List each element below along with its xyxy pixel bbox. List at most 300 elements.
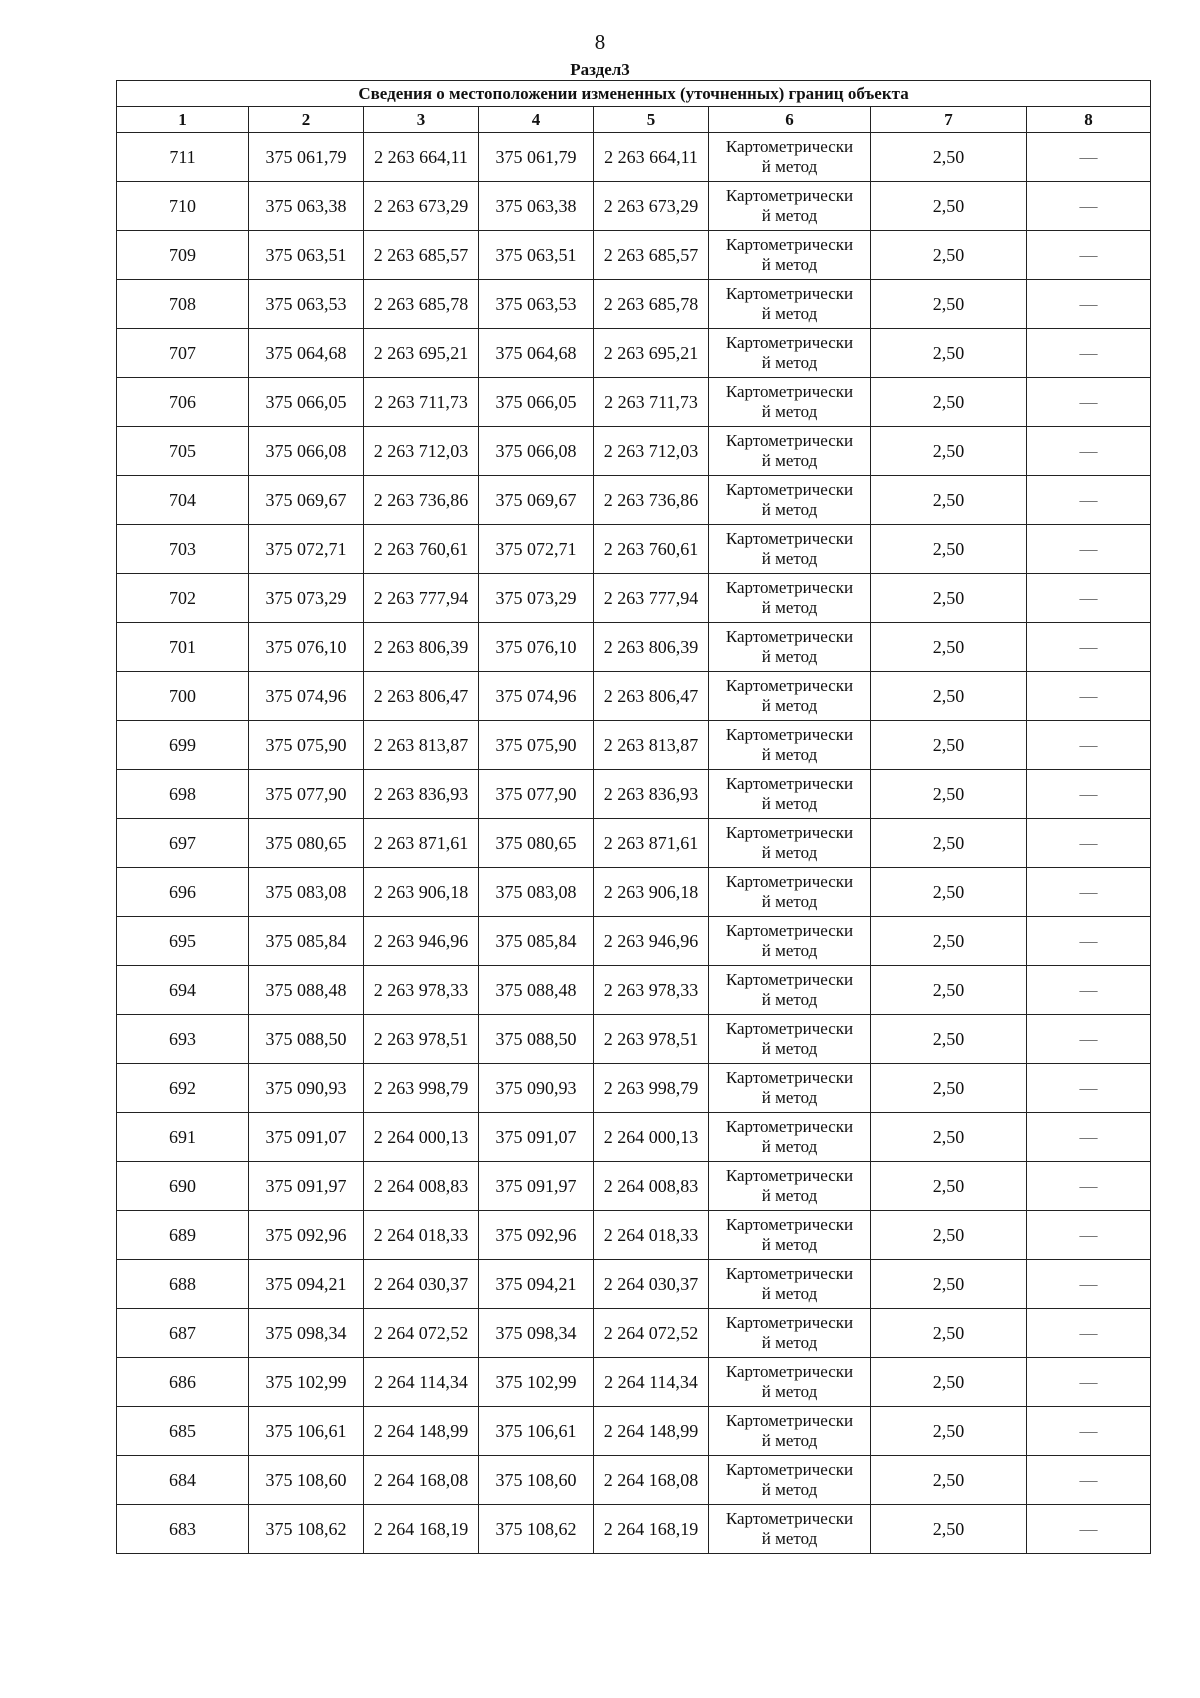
accuracy-cell: 2,50	[871, 1505, 1027, 1554]
method-line-1: Картометрически	[725, 1117, 854, 1136]
method-line-1: Картометрически	[725, 284, 854, 303]
y-new-cell: 2 263 664,11	[594, 133, 709, 182]
column-number-row	[117, 107, 1151, 133]
table-title: Сведения о местоположении измененных (уточненных) границ объекта	[117, 81, 1151, 107]
point-number-cell: 685	[117, 1407, 249, 1456]
accuracy-cell: 2,50	[871, 1064, 1027, 1113]
method-line-1: Картометрически	[725, 1264, 854, 1283]
method-line-2: й метод	[761, 1186, 818, 1205]
y-new-cell: 2 264 148,99	[594, 1407, 709, 1456]
method-line-2: й метод	[761, 941, 818, 960]
x-new-cell: 375 108,62	[479, 1505, 594, 1554]
x-new-cell: 375 069,67	[479, 476, 594, 525]
accuracy-cell: 2,50	[871, 770, 1027, 819]
y-old-cell: 2 263 978,33	[364, 966, 479, 1015]
y-old-cell: 2 264 114,34	[364, 1358, 479, 1407]
accuracy-cell: 2,50	[871, 1309, 1027, 1358]
method-line-1: Картометрически	[725, 823, 854, 842]
point-number-cell: 706	[117, 378, 249, 427]
x-new-cell: 375 063,53	[479, 280, 594, 329]
method-line-1: Картометрически	[725, 235, 854, 254]
method-line-2: й метод	[761, 255, 818, 274]
method-line-2: й метод	[761, 598, 818, 617]
x-old-cell: 375 090,93	[249, 1064, 364, 1113]
point-number-cell: 708	[117, 280, 249, 329]
method-cell	[709, 672, 871, 721]
method-cell	[709, 329, 871, 378]
description-cell: —	[1027, 1162, 1151, 1211]
method-line-2: й метод	[761, 500, 818, 519]
x-old-cell: 375 063,51	[249, 231, 364, 280]
y-old-cell: 2 264 072,52	[364, 1309, 479, 1358]
y-new-cell: 2 263 760,61	[594, 525, 709, 574]
method-line-2: й метод	[761, 304, 818, 323]
x-new-cell: 375 083,08	[479, 868, 594, 917]
table-row	[117, 525, 1151, 574]
y-new-cell: 2 263 836,93	[594, 770, 709, 819]
method-line-1: Картометрически	[725, 1411, 854, 1430]
accuracy-cell: 2,50	[871, 476, 1027, 525]
page-number: 8	[594, 30, 606, 54]
y-new-cell: 2 263 946,96	[594, 917, 709, 966]
method-line-1: Картометрически	[725, 480, 854, 499]
y-new-cell: 2 264 008,83	[594, 1162, 709, 1211]
x-old-cell: 375 088,50	[249, 1015, 364, 1064]
point-number-cell: 687	[117, 1309, 249, 1358]
x-old-cell: 375 069,67	[249, 476, 364, 525]
table-row	[117, 1407, 1151, 1456]
y-new-cell: 2 263 673,29	[594, 182, 709, 231]
point-number-cell: 694	[117, 966, 249, 1015]
x-old-cell: 375 088,48	[249, 966, 364, 1015]
method-line-1: Картометрически	[725, 1313, 854, 1332]
x-old-cell: 375 108,62	[249, 1505, 364, 1554]
method-line-2: й метод	[761, 1382, 818, 1401]
table-row	[117, 1064, 1151, 1113]
point-number-cell: 696	[117, 868, 249, 917]
table-row	[117, 721, 1151, 770]
x-new-cell: 375 106,61	[479, 1407, 594, 1456]
y-old-cell: 2 263 673,29	[364, 182, 479, 231]
x-old-cell: 375 075,90	[249, 721, 364, 770]
x-new-cell: 375 061,79	[479, 133, 594, 182]
method-line-1: Картометрически	[725, 382, 854, 401]
point-number-cell: 697	[117, 819, 249, 868]
y-new-cell: 2 264 114,34	[594, 1358, 709, 1407]
method-cell	[709, 427, 871, 476]
method-cell	[709, 721, 871, 770]
x-new-cell: 375 102,99	[479, 1358, 594, 1407]
method-cell	[709, 1064, 871, 1113]
table-body	[117, 133, 1151, 1554]
x-old-cell: 375 091,07	[249, 1113, 364, 1162]
method-line-2: й метод	[761, 1333, 818, 1352]
method-line-1: Картометрически	[725, 872, 854, 891]
point-number-cell: 707	[117, 329, 249, 378]
table-row	[117, 1113, 1151, 1162]
accuracy-cell: 2,50	[871, 721, 1027, 770]
table-row	[117, 1358, 1151, 1407]
table-row	[117, 1505, 1151, 1554]
y-new-cell: 2 263 695,21	[594, 329, 709, 378]
method-cell	[709, 574, 871, 623]
method-cell	[709, 182, 871, 231]
y-new-cell: 2 264 168,19	[594, 1505, 709, 1554]
point-number-cell: 689	[117, 1211, 249, 1260]
accuracy-cell: 2,50	[871, 182, 1027, 231]
point-number-cell: 684	[117, 1456, 249, 1505]
table-row	[117, 1211, 1151, 1260]
x-new-cell: 375 075,90	[479, 721, 594, 770]
method-line-1: Картометрически	[725, 431, 854, 450]
y-new-cell: 2 263 685,78	[594, 280, 709, 329]
description-cell: —	[1027, 525, 1151, 574]
accuracy-cell: 2,50	[871, 623, 1027, 672]
table-row	[117, 770, 1151, 819]
description-cell: —	[1027, 868, 1151, 917]
y-new-cell: 2 263 806,39	[594, 623, 709, 672]
description-cell: —	[1027, 1309, 1151, 1358]
x-new-cell: 375 072,71	[479, 525, 594, 574]
description-cell: —	[1027, 917, 1151, 966]
method-line-2: й метод	[761, 402, 818, 421]
y-new-cell: 2 263 906,18	[594, 868, 709, 917]
x-old-cell: 375 098,34	[249, 1309, 364, 1358]
accuracy-cell: 2,50	[871, 1113, 1027, 1162]
method-cell	[709, 476, 871, 525]
section-title: Раздел3	[570, 60, 630, 79]
point-number-cell: 693	[117, 1015, 249, 1064]
table-row	[117, 476, 1151, 525]
y-old-cell: 2 263 813,87	[364, 721, 479, 770]
y-new-cell: 2 263 685,57	[594, 231, 709, 280]
method-line-1: Картометрически	[725, 1460, 854, 1479]
method-cell	[709, 1456, 871, 1505]
x-old-cell: 375 080,65	[249, 819, 364, 868]
method-line-2: й метод	[761, 745, 818, 764]
x-new-cell: 375 091,97	[479, 1162, 594, 1211]
x-old-cell: 375 108,60	[249, 1456, 364, 1505]
table-row	[117, 231, 1151, 280]
method-cell	[709, 1407, 871, 1456]
method-line-1: Картометрически	[725, 1215, 854, 1234]
y-old-cell: 2 263 685,57	[364, 231, 479, 280]
table-row	[117, 1456, 1151, 1505]
x-old-cell: 375 063,38	[249, 182, 364, 231]
column-number: 6	[709, 107, 871, 133]
method-cell	[709, 133, 871, 182]
description-cell: —	[1027, 819, 1151, 868]
method-line-2: й метод	[761, 647, 818, 666]
y-new-cell: 2 263 712,03	[594, 427, 709, 476]
accuracy-cell: 2,50	[871, 1358, 1027, 1407]
x-old-cell: 375 074,96	[249, 672, 364, 721]
method-cell	[709, 1162, 871, 1211]
point-number-cell: 705	[117, 427, 249, 476]
accuracy-cell: 2,50	[871, 1260, 1027, 1309]
point-number-cell: 695	[117, 917, 249, 966]
description-cell: —	[1027, 182, 1151, 231]
column-number: 8	[1027, 107, 1151, 133]
y-new-cell: 2 263 998,79	[594, 1064, 709, 1113]
method-cell	[709, 917, 871, 966]
x-old-cell: 375 066,05	[249, 378, 364, 427]
table-row	[117, 819, 1151, 868]
x-new-cell: 375 092,96	[479, 1211, 594, 1260]
point-number-cell: 683	[117, 1505, 249, 1554]
description-cell: —	[1027, 231, 1151, 280]
description-cell: —	[1027, 574, 1151, 623]
x-new-cell: 375 076,10	[479, 623, 594, 672]
table-row	[117, 280, 1151, 329]
y-old-cell: 2 264 008,83	[364, 1162, 479, 1211]
x-old-cell: 375 064,68	[249, 329, 364, 378]
description-cell: —	[1027, 721, 1151, 770]
y-new-cell: 2 263 813,87	[594, 721, 709, 770]
column-number: 3	[364, 107, 479, 133]
accuracy-cell: 2,50	[871, 1015, 1027, 1064]
method-line-2: й метод	[761, 353, 818, 372]
method-line-1: Картометрически	[725, 725, 854, 744]
description-cell: —	[1027, 427, 1151, 476]
y-old-cell: 2 264 030,37	[364, 1260, 479, 1309]
table-row	[117, 378, 1151, 427]
accuracy-cell: 2,50	[871, 525, 1027, 574]
y-old-cell: 2 264 168,19	[364, 1505, 479, 1554]
x-new-cell: 375 066,05	[479, 378, 594, 427]
x-old-cell: 375 073,29	[249, 574, 364, 623]
method-cell	[709, 1358, 871, 1407]
table-row	[117, 1162, 1151, 1211]
x-new-cell: 375 063,38	[479, 182, 594, 231]
y-old-cell: 2 263 946,96	[364, 917, 479, 966]
y-new-cell: 2 264 018,33	[594, 1211, 709, 1260]
accuracy-cell: 2,50	[871, 1407, 1027, 1456]
description-cell: —	[1027, 476, 1151, 525]
x-new-cell: 375 091,07	[479, 1113, 594, 1162]
y-old-cell: 2 264 000,13	[364, 1113, 479, 1162]
method-cell	[709, 525, 871, 574]
x-old-cell: 375 061,79	[249, 133, 364, 182]
y-old-cell: 2 263 760,61	[364, 525, 479, 574]
method-line-1: Картометрически	[725, 627, 854, 646]
method-line-1: Картометрически	[725, 676, 854, 695]
y-old-cell: 2 263 685,78	[364, 280, 479, 329]
table-row	[117, 133, 1151, 182]
method-line-2: й метод	[761, 1529, 818, 1548]
x-new-cell: 375 074,96	[479, 672, 594, 721]
y-old-cell: 2 263 806,47	[364, 672, 479, 721]
point-number-cell: 704	[117, 476, 249, 525]
y-old-cell: 2 263 777,94	[364, 574, 479, 623]
method-cell	[709, 1309, 871, 1358]
description-cell: —	[1027, 672, 1151, 721]
x-new-cell: 375 063,51	[479, 231, 594, 280]
method-line-1: Картометрически	[725, 970, 854, 989]
method-line-2: й метод	[761, 1039, 818, 1058]
y-new-cell: 2 263 978,51	[594, 1015, 709, 1064]
description-cell: —	[1027, 1113, 1151, 1162]
method-line-1: Картометрически	[725, 529, 854, 548]
x-new-cell: 375 094,21	[479, 1260, 594, 1309]
x-new-cell: 375 108,60	[479, 1456, 594, 1505]
y-old-cell: 2 263 978,51	[364, 1015, 479, 1064]
method-line-2: й метод	[761, 549, 818, 568]
accuracy-cell: 2,50	[871, 966, 1027, 1015]
method-cell	[709, 280, 871, 329]
description-cell: —	[1027, 280, 1151, 329]
point-number-cell: 691	[117, 1113, 249, 1162]
method-line-2: й метод	[761, 1235, 818, 1254]
accuracy-cell: 2,50	[871, 868, 1027, 917]
y-new-cell: 2 263 736,86	[594, 476, 709, 525]
y-old-cell: 2 264 148,99	[364, 1407, 479, 1456]
y-old-cell: 2 263 712,03	[364, 427, 479, 476]
method-cell	[709, 966, 871, 1015]
y-old-cell: 2 263 695,21	[364, 329, 479, 378]
description-cell: —	[1027, 1064, 1151, 1113]
x-old-cell: 375 072,71	[249, 525, 364, 574]
column-number: 1	[117, 107, 249, 133]
method-line-2: й метод	[761, 1480, 818, 1499]
description-cell: —	[1027, 1260, 1151, 1309]
accuracy-cell: 2,50	[871, 1162, 1027, 1211]
y-old-cell: 2 263 711,73	[364, 378, 479, 427]
method-cell	[709, 1113, 871, 1162]
method-line-2: й метод	[761, 794, 818, 813]
point-number-cell: 690	[117, 1162, 249, 1211]
x-new-cell: 375 085,84	[479, 917, 594, 966]
x-new-cell: 375 098,34	[479, 1309, 594, 1358]
point-number-cell: 711	[117, 133, 249, 182]
x-old-cell: 375 106,61	[249, 1407, 364, 1456]
y-old-cell: 2 263 836,93	[364, 770, 479, 819]
x-old-cell: 375 066,08	[249, 427, 364, 476]
method-line-1: Картометрически	[725, 1068, 854, 1087]
point-number-cell: 686	[117, 1358, 249, 1407]
x-old-cell: 375 077,90	[249, 770, 364, 819]
method-line-2: й метод	[761, 157, 818, 176]
x-old-cell: 375 092,96	[249, 1211, 364, 1260]
table-row	[117, 1015, 1151, 1064]
x-new-cell: 375 090,93	[479, 1064, 594, 1113]
x-new-cell: 375 064,68	[479, 329, 594, 378]
column-number: 2	[249, 107, 364, 133]
accuracy-cell: 2,50	[871, 574, 1027, 623]
accuracy-cell: 2,50	[871, 672, 1027, 721]
x-old-cell: 375 063,53	[249, 280, 364, 329]
point-number-cell: 698	[117, 770, 249, 819]
method-line-1: Картометрически	[725, 1166, 854, 1185]
description-cell: —	[1027, 329, 1151, 378]
description-cell: —	[1027, 1015, 1151, 1064]
y-new-cell: 2 263 871,61	[594, 819, 709, 868]
method-cell	[709, 1505, 871, 1554]
y-new-cell: 2 264 030,37	[594, 1260, 709, 1309]
y-new-cell: 2 263 777,94	[594, 574, 709, 623]
description-cell: —	[1027, 1211, 1151, 1260]
column-number: 7	[871, 107, 1027, 133]
x-new-cell: 375 077,90	[479, 770, 594, 819]
y-new-cell: 2 263 711,73	[594, 378, 709, 427]
point-number-cell: 692	[117, 1064, 249, 1113]
y-old-cell: 2 264 018,33	[364, 1211, 479, 1260]
method-line-2: й метод	[761, 451, 818, 470]
method-line-1: Картометрически	[725, 186, 854, 205]
method-line-2: й метод	[761, 1137, 818, 1156]
y-new-cell: 2 263 806,47	[594, 672, 709, 721]
description-cell: —	[1027, 623, 1151, 672]
accuracy-cell: 2,50	[871, 378, 1027, 427]
method-cell	[709, 819, 871, 868]
accuracy-cell: 2,50	[871, 329, 1027, 378]
description-cell: —	[1027, 378, 1151, 427]
point-number-cell: 699	[117, 721, 249, 770]
coordinates-table	[116, 80, 1151, 1554]
description-cell: —	[1027, 1505, 1151, 1554]
x-new-cell: 375 073,29	[479, 574, 594, 623]
method-line-2: й метод	[761, 206, 818, 225]
method-line-2: й метод	[761, 696, 818, 715]
method-line-1: Картометрически	[725, 333, 854, 352]
point-number-cell: 702	[117, 574, 249, 623]
x-new-cell: 375 066,08	[479, 427, 594, 476]
x-old-cell: 375 102,99	[249, 1358, 364, 1407]
table-row	[117, 672, 1151, 721]
accuracy-cell: 2,50	[871, 1456, 1027, 1505]
accuracy-cell: 2,50	[871, 917, 1027, 966]
x-old-cell: 375 094,21	[249, 1260, 364, 1309]
y-old-cell: 2 263 806,39	[364, 623, 479, 672]
column-number: 4	[479, 107, 594, 133]
x-old-cell: 375 091,97	[249, 1162, 364, 1211]
accuracy-cell: 2,50	[871, 427, 1027, 476]
description-cell: —	[1027, 966, 1151, 1015]
point-number-cell: 688	[117, 1260, 249, 1309]
point-number-cell: 703	[117, 525, 249, 574]
table-row	[117, 966, 1151, 1015]
y-new-cell: 2 264 168,08	[594, 1456, 709, 1505]
table-row	[117, 1309, 1151, 1358]
table-row	[117, 917, 1151, 966]
point-number-cell: 709	[117, 231, 249, 280]
method-line-1: Картометрически	[725, 578, 854, 597]
y-old-cell: 2 263 736,86	[364, 476, 479, 525]
point-number-cell: 701	[117, 623, 249, 672]
x-old-cell: 375 083,08	[249, 868, 364, 917]
method-line-1: Картометрически	[725, 1362, 854, 1381]
x-old-cell: 375 085,84	[249, 917, 364, 966]
method-cell	[709, 1015, 871, 1064]
point-number-cell: 710	[117, 182, 249, 231]
description-cell: —	[1027, 1407, 1151, 1456]
method-cell	[709, 378, 871, 427]
accuracy-cell: 2,50	[871, 231, 1027, 280]
method-cell	[709, 1260, 871, 1309]
accuracy-cell: 2,50	[871, 1211, 1027, 1260]
y-old-cell: 2 263 906,18	[364, 868, 479, 917]
description-cell: —	[1027, 1456, 1151, 1505]
y-old-cell: 2 263 998,79	[364, 1064, 479, 1113]
method-line-1: Картометрически	[725, 137, 854, 156]
table-row	[117, 868, 1151, 917]
method-line-1: Картометрически	[725, 774, 854, 793]
description-cell: —	[1027, 133, 1151, 182]
x-old-cell: 375 076,10	[249, 623, 364, 672]
method-line-2: й метод	[761, 1088, 818, 1107]
method-line-2: й метод	[761, 1431, 818, 1450]
method-cell	[709, 231, 871, 280]
